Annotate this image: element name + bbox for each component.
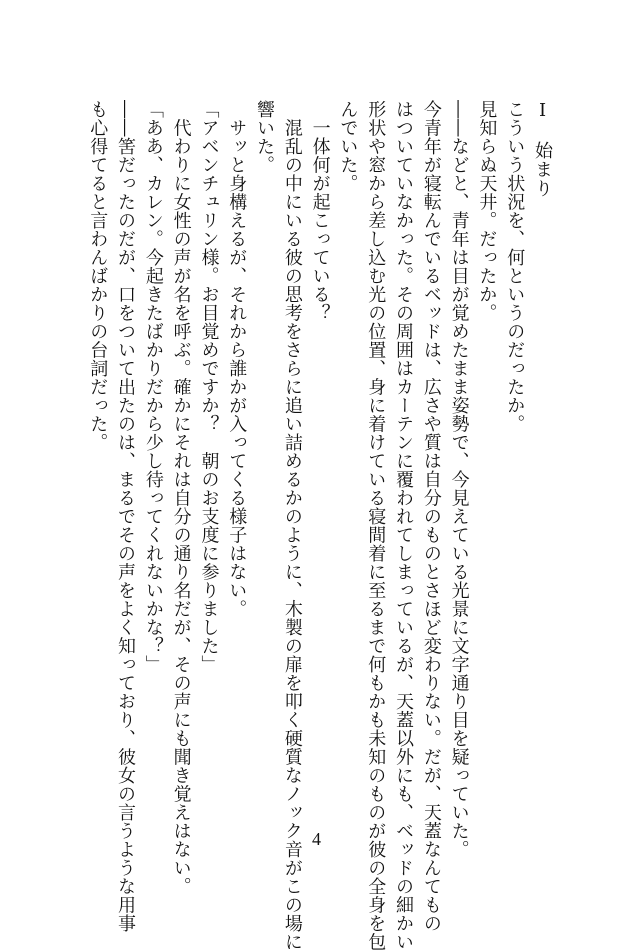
text-line: 見知らぬ天井。だったか。 <box>476 100 498 322</box>
text-line: 「アベンチュリン様。お目覚めですか？ 朝のお支度に参りました」 <box>198 100 220 674</box>
text-line: ――などと、青年は目が覚めたまま姿勢で、今見えている光景に文字通り目を疑っていた。 <box>448 100 470 859</box>
text-line: 「ああ、カレン。今起きたばかりだから少し待ってくれないかな？」 <box>142 100 164 674</box>
text-line: も心得てると言わんばかりの台詞だった。 <box>87 100 109 452</box>
text-line: ――筈だったのだが、口をついて出たのは、まるでその声をよく知っており、彼女の言うような用事 <box>115 100 137 933</box>
text-line: こういう状況を、何というのだったか。 <box>504 100 526 433</box>
text-line: 代わりに女性の声が名を呼ぶ。確かにそれは自分の通り名だが、その声にも聞き覚えはない。 <box>170 100 192 896</box>
text-line: 今青年が寝転んでいるベッドは、広さや質は自分のものとさほど変わりない。だが、天蓋なんてもの <box>420 100 442 933</box>
text-line: 形状や窓から差し込む光の位置、身に着けている寝間着に至るまで何もかも未知のものが彼の全身を包 <box>365 100 387 951</box>
text-line: 混乱の中にいる彼の思考をさらに追い詰めるかのように、木製の扉を叩く硬質なノック音がこの場に <box>281 100 303 951</box>
text-line: サッと身構えるが、それから誰かが入ってくる様子はない。 <box>226 100 248 618</box>
text-line: 響いた。 <box>254 100 276 174</box>
text-line: はついていなかった。その周囲はカーテンに覆われてしまっているが、天蓋以外にも、ベッドの細かい <box>393 100 415 951</box>
text-line: 一体何が起こっている？ <box>309 100 331 322</box>
text-line: んでいた。 <box>337 100 359 193</box>
chapter-title: Ⅰ 始まり <box>532 100 553 198</box>
vertical-text-body <box>76 100 556 951</box>
page-number: 4 <box>312 829 321 849</box>
